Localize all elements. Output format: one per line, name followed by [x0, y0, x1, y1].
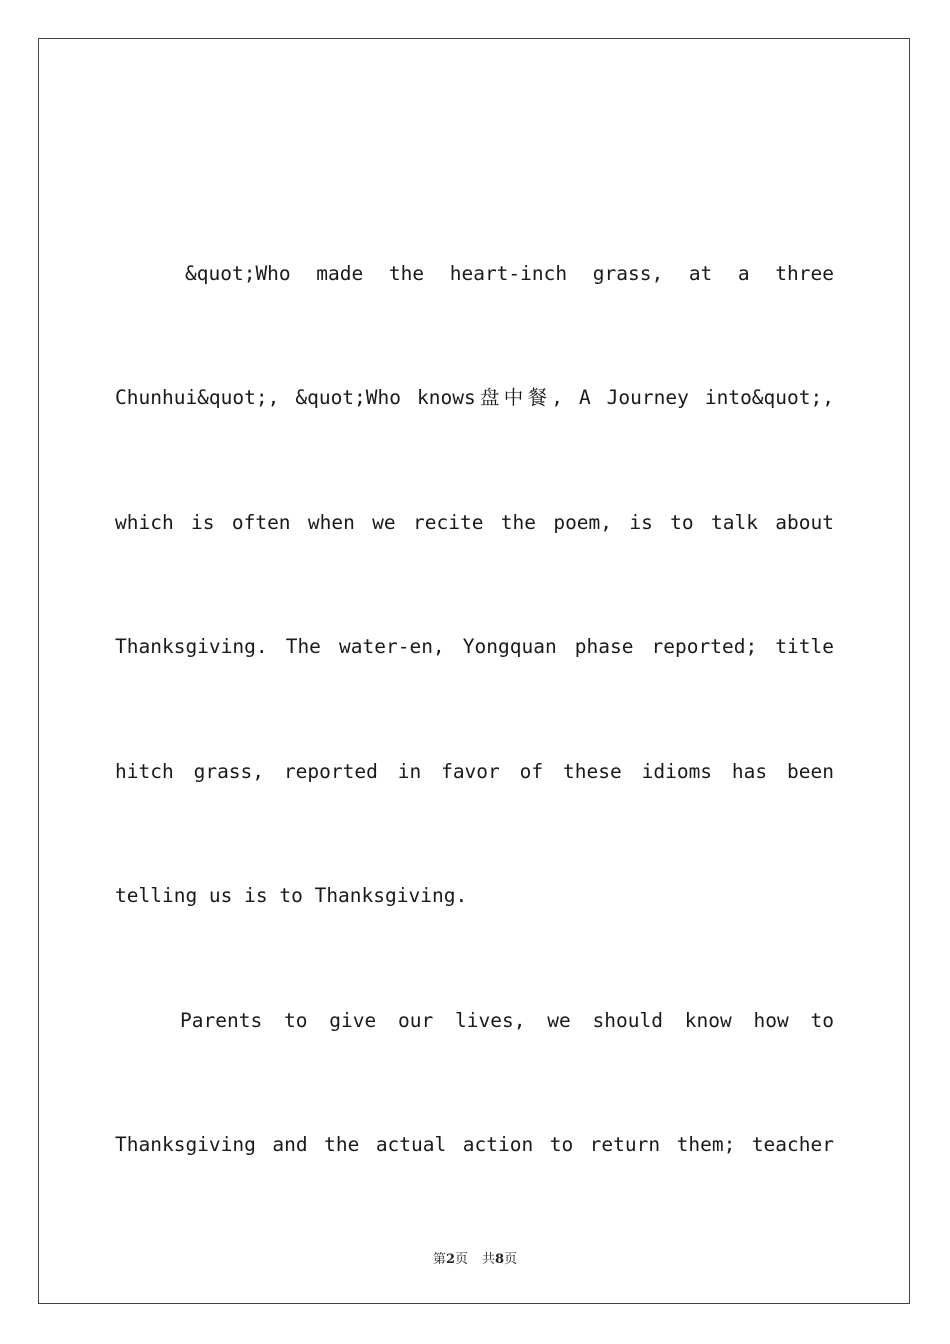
text-line: Thanksgiving and the actual action to return them; teacher — [115, 1133, 834, 1156]
text-line: Thanksgiving. The water-en, Yongquan phase reported; title — [115, 635, 834, 658]
page-number: 2 — [445, 1252, 455, 1267]
page-frame — [38, 38, 910, 1304]
text-line: Chunhui&quot;, &quot;Who knows盘中餐, A Journey into&quot;, — [115, 386, 834, 409]
total-pages: 8 — [495, 1252, 505, 1267]
page-footer — [0, 1248, 950, 1267]
text-line: &quot;Who made the heart-inch grass, at a three — [185, 262, 834, 285]
total-prefix: 共 — [482, 1252, 496, 1267]
text-line: telling us is to Thanksgiving. — [115, 884, 468, 907]
text-line: Parents to give our lives, we should know how to — [180, 1009, 834, 1032]
text-line: hitch grass, reported in favor of these idioms has been — [115, 760, 834, 783]
page-prefix: 第 — [432, 1252, 446, 1267]
total-suffix: 页 — [504, 1252, 518, 1267]
text-line: which is often when we recite the poem, is to talk about — [115, 511, 834, 534]
page-suffix: 页 — [454, 1252, 468, 1267]
